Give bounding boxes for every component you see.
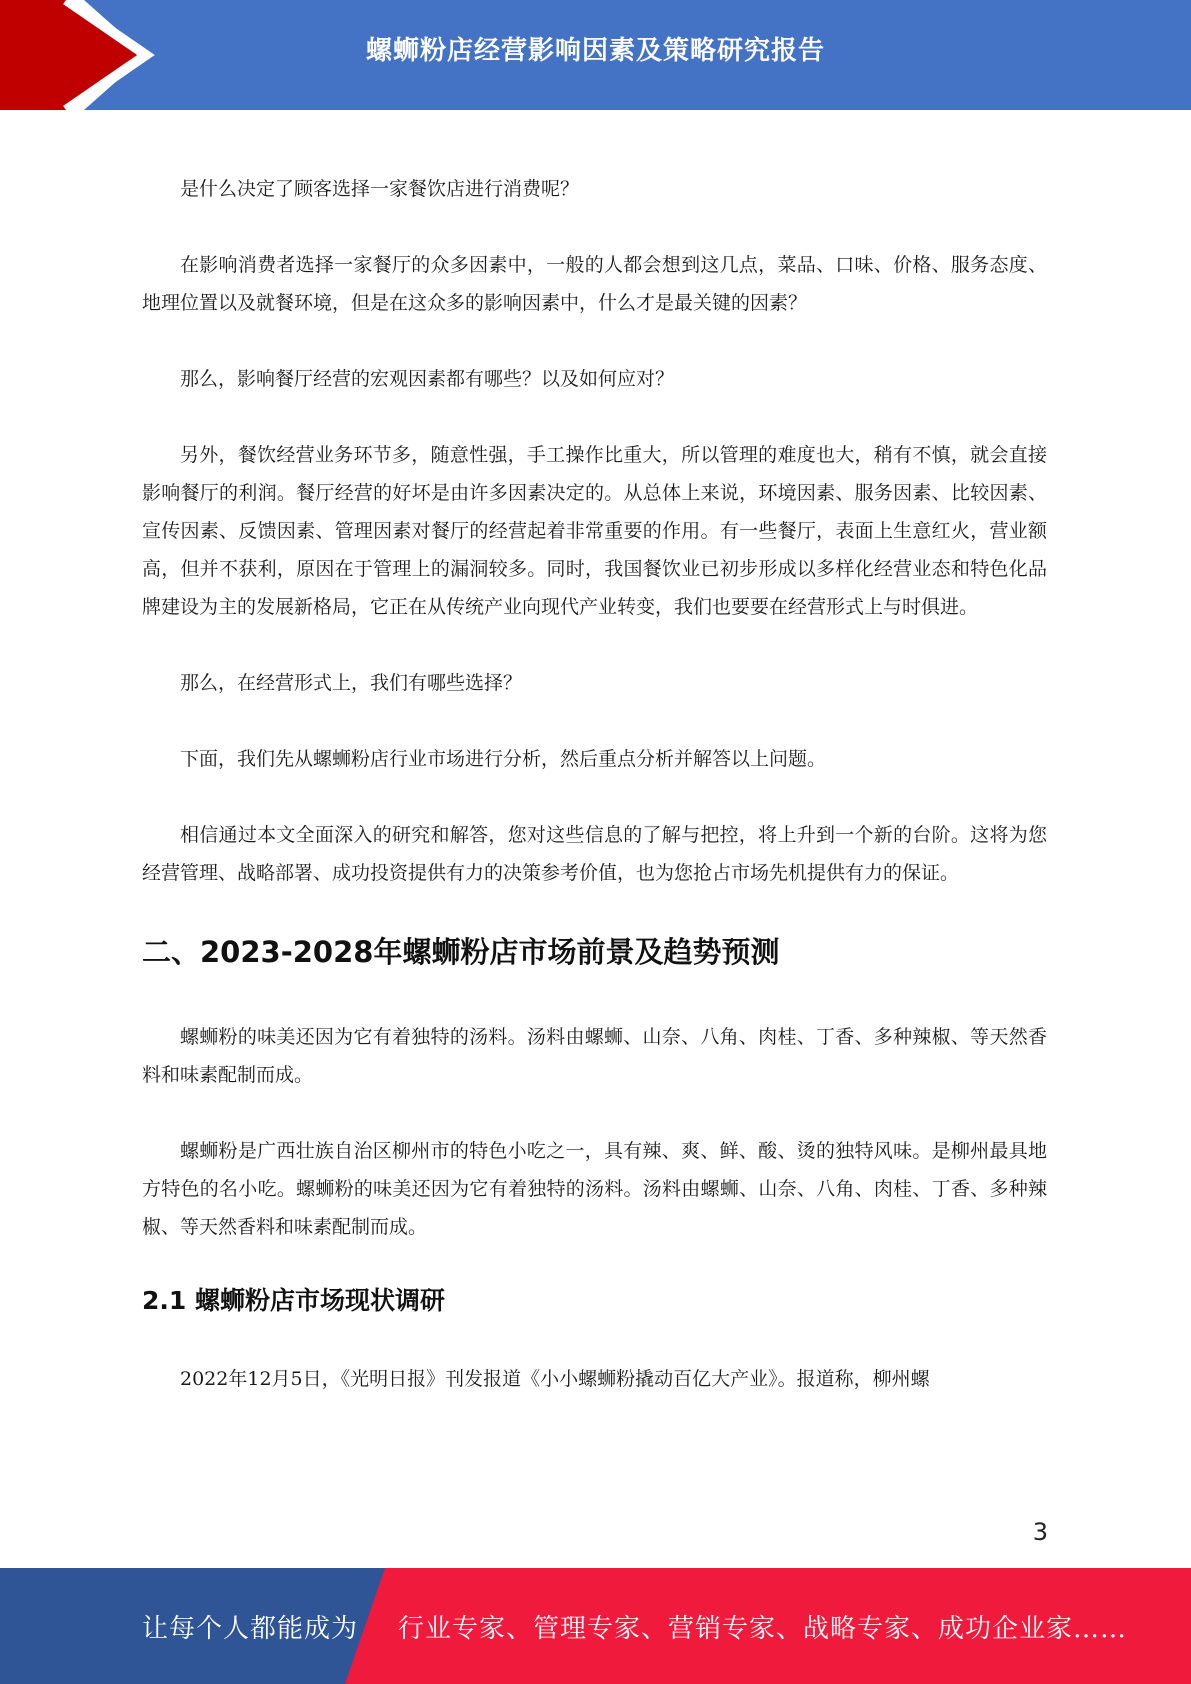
paragraph-2: 在影响消费者选择一家餐厅的众多因素中，一般的人都会想到这几点，菜品、口味、价格、服务态度、地理位置以及就餐环境，但是在这众多的影响因素中，什么才是最关键的因素？ — [142, 254, 1047, 314]
paragraph-3: 那么，影响餐厅经营的宏观因素都有哪些？以及如何应对？ — [180, 368, 675, 390]
subsection-heading-2-1: 2.1 螺蛳粉店市场现状调研 — [142, 1286, 445, 1315]
page-footer — [0, 1568, 1191, 1684]
footer-slogan-left: 让每个人都能成为 — [142, 1614, 359, 1644]
paragraph-6: 下面，我们先从螺蛳粉店行业市场进行分析，然后重点分析并解答以上问题。 — [180, 748, 827, 770]
paragraph-5: 那么，在经营形式上，我们有哪些选择？ — [180, 672, 523, 694]
section-heading-2: 二、2023-2028年螺蛳粉店市场前景及趋势预测 — [142, 935, 780, 969]
paragraph-1: 是什么决定了顾客选择一家餐饮店进行消费呢？ — [180, 178, 580, 200]
footer-slogan-right: 行业专家、管理专家、营销专家、战略专家、成功企业家…… — [398, 1614, 1128, 1644]
page-number: 3 — [1032, 1518, 1048, 1546]
paragraph-7: 相信通过本文全面深入的研究和解答，您对这些信息的了解与把控，将上升到一个新的台阶。这将为您经营管理、战略部署、成功投资提供有力的决策参考价值，也为您抢占市场先机提供有力的保证。 — [142, 824, 1047, 884]
document-body — [142, 170, 1047, 1398]
page-header — [0, 0, 1191, 110]
paragraph-9: 螺蛳粉是广西壮族自治区柳州市的特色小吃之一，具有辣、爽、鲜、酸、烫的独特风味。是柳州最具地方特色的名小吃。螺蛳粉的味美还因为它有着独特的汤料。汤料由螺蛳、山奈、八角、肉桂、丁香、多种辣椒、等天然香料和味素配制而成。 — [142, 1140, 1047, 1238]
header-title: 螺蛳粉店经营影响因素及策略研究报告 — [365, 36, 825, 66]
paragraph-10: 2022年12月5日，《光明日报》刊发报道《小小螺蛳粉撬动百亿大产业》。报道称，柳州螺 — [180, 1368, 930, 1390]
paragraph-4: 另外，餐饮经营业务环节多，随意性强，手工操作比重大，所以管理的难度也大，稍有不慎，就会直接影响餐厅的利润。餐厅经营的好坏是由许多因素决定的。从总体上来说，环境因素、服务因素、比较因素、宣传因素、反馈因素、管理因素对餐厅的经营起着非常重要的作用。有一些餐厅，表面上生意红火，营业额高，但并不获利，原因在于管理上的漏洞较多。同时，我国餐饮业已初步形成以多样化经营业态和特色化品牌建设为主的发展新格局，它正在从传统产业向现代产业转变，我们也要要在经营形式上与时俱进。 — [142, 444, 1047, 618]
paragraph-8: 螺蛳粉的味美还因为它有着独特的汤料。汤料由螺蛳、山奈、八角、肉桂、丁香、多种辣椒、等天然香料和味素配制而成。 — [142, 1026, 1047, 1086]
